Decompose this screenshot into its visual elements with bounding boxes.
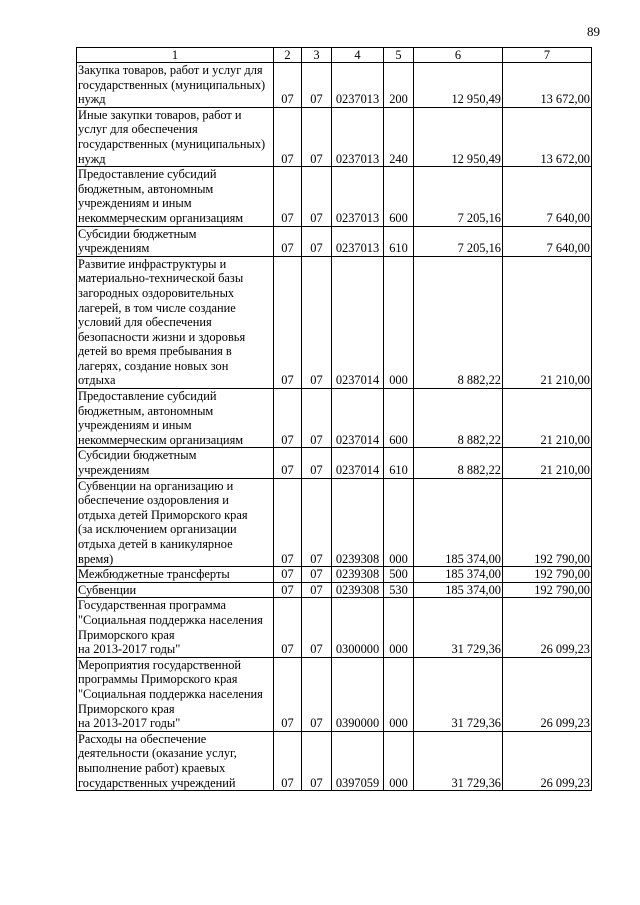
description-line: Предоставление субсидий — [78, 389, 217, 404]
expense-type-code: 000 — [384, 731, 414, 790]
table-row — [77, 167, 592, 226]
description-line: услуг для обеспечения — [78, 122, 198, 137]
budget-table — [76, 47, 592, 791]
description-line: Мероприятия государственной — [78, 657, 242, 672]
description-line: некоммерческим организациям — [78, 432, 244, 447]
amount-col6: 185 374,00 — [414, 582, 503, 598]
amount-col6: 31 729,36 — [414, 657, 503, 731]
row-description — [77, 598, 274, 657]
description-line: отдыха — [78, 373, 116, 388]
description-line: лагерей, в том числе создание — [78, 300, 236, 315]
row-description — [77, 448, 274, 478]
target-article-code: 0237014 — [332, 256, 384, 388]
target-article-code: 0390000 — [332, 657, 384, 731]
table-row — [77, 226, 592, 256]
table-row — [77, 448, 592, 478]
table-row — [77, 598, 592, 657]
description-line: нужд — [78, 92, 106, 107]
description-line: государственных учреждений — [78, 775, 236, 790]
description-line: (за исключением организации — [78, 522, 237, 537]
description-line: отдыха детей Приморского края — [78, 507, 248, 522]
description-line: Субсидии бюджетным — [78, 226, 197, 241]
column-header: 4 — [332, 48, 384, 63]
description-line: отдыха детей в каникулярное — [78, 537, 233, 551]
expense-type-code: 610 — [384, 226, 414, 256]
amount-col6: 7 205,16 — [414, 167, 503, 226]
subsection-code: 07 — [302, 567, 332, 583]
subsection-code: 07 — [302, 657, 332, 731]
target-article-code: 0239308 — [332, 567, 384, 583]
amount-col7: 13 672,00 — [503, 63, 592, 108]
expense-type-code: 000 — [384, 256, 414, 388]
amount-col6: 8 882,22 — [414, 389, 503, 448]
description-line: условий для обеспечения — [78, 315, 212, 330]
amount-col6: 31 729,36 — [414, 598, 503, 657]
row-description — [77, 256, 274, 388]
expense-type-code: 200 — [384, 63, 414, 108]
amount-col6: 7 205,16 — [414, 226, 503, 256]
section-code: 07 — [274, 657, 302, 731]
description-line: безопасности жизни и здоровья — [78, 329, 246, 344]
description-line: Приморского края — [78, 701, 175, 716]
subsection-code: 07 — [302, 167, 332, 226]
row-description — [77, 226, 274, 256]
table-body — [77, 63, 592, 791]
description-line: бюджетным, автономным — [78, 181, 214, 196]
amount-col7: 26 099,23 — [503, 731, 592, 790]
section-code: 07 — [274, 731, 302, 790]
expense-type-code: 600 — [384, 389, 414, 448]
subsection-code: 07 — [302, 478, 332, 567]
description-line: Предоставление субсидий — [78, 167, 217, 182]
description-line: учреждениям — [78, 463, 150, 478]
description-line: Субсидии бюджетным — [78, 448, 197, 463]
description-line: время) — [78, 551, 114, 566]
description-line: "Социальная поддержка населения — [78, 686, 263, 701]
amount-col6: 12 950,49 — [414, 63, 503, 108]
description-line: учреждениям и иным — [78, 196, 192, 211]
section-code: 07 — [274, 107, 302, 166]
table-row — [77, 731, 592, 790]
column-header: 3 — [302, 48, 332, 63]
expense-type-code: 610 — [384, 448, 414, 478]
amount-col7: 192 790,00 — [503, 567, 592, 583]
section-code: 07 — [274, 167, 302, 226]
description-line: государственных (муниципальных) — [78, 77, 266, 92]
column-header: 7 — [503, 48, 592, 63]
amount-col6: 8 882,22 — [414, 256, 503, 388]
section-code: 07 — [274, 389, 302, 448]
column-header: 2 — [274, 48, 302, 63]
description-line: "Социальная поддержка населения — [78, 612, 263, 627]
row-description — [77, 657, 274, 731]
target-article-code: 0237013 — [332, 167, 384, 226]
description-line: Закупка товаров, работ и услуг для — [78, 63, 263, 77]
amount-col7: 192 790,00 — [503, 478, 592, 567]
expense-type-code: 000 — [384, 657, 414, 731]
table-row — [77, 389, 592, 448]
target-article-code: 0300000 — [332, 598, 384, 657]
amount-col7: 13 672,00 — [503, 107, 592, 166]
amount-col6: 8 882,22 — [414, 448, 503, 478]
amount-col7: 7 640,00 — [503, 226, 592, 256]
amount-col7: 21 210,00 — [503, 256, 592, 388]
description-line: деятельности (оказание услуг, — [78, 746, 237, 761]
description-line: обеспечение оздоровления и — [78, 493, 229, 508]
section-code: 07 — [274, 226, 302, 256]
amount-col6: 185 374,00 — [414, 567, 503, 583]
subsection-code: 07 — [302, 256, 332, 388]
column-header: 1 — [77, 48, 274, 63]
expense-type-code: 500 — [384, 567, 414, 583]
description-line: материально-технической базы — [78, 271, 244, 286]
row-description — [77, 582, 274, 598]
section-code: 07 — [274, 478, 302, 567]
subsection-code: 07 — [302, 598, 332, 657]
section-code: 07 — [274, 63, 302, 108]
amount-col7: 7 640,00 — [503, 167, 592, 226]
description-line: Субвенции — [78, 582, 137, 597]
row-description — [77, 389, 274, 448]
row-description — [77, 731, 274, 790]
subsection-code: 07 — [302, 107, 332, 166]
table-row — [77, 567, 592, 583]
table-row — [77, 657, 592, 731]
expense-type-code: 530 — [384, 582, 414, 598]
description-line: Приморского края — [78, 627, 175, 642]
row-description — [77, 478, 274, 567]
subsection-code: 07 — [302, 731, 332, 790]
description-line: Государственная программа — [78, 598, 226, 613]
description-line: детей во время пребывания в — [78, 344, 232, 359]
description-line: на 2013-2017 годы" — [78, 716, 181, 731]
column-header: 6 — [414, 48, 503, 63]
table-row — [77, 63, 592, 108]
page-number: 89 — [587, 24, 600, 39]
description-line: лагерях, создание новых зон — [78, 358, 229, 373]
row-description — [77, 107, 274, 166]
description-line: нужд — [78, 151, 106, 166]
table-row — [77, 256, 592, 388]
target-article-code: 0237014 — [332, 389, 384, 448]
description-line: Иные закупки товаров, работ и — [78, 107, 242, 122]
target-article-code: 0237013 — [332, 226, 384, 256]
amount-col7: 21 210,00 — [503, 389, 592, 448]
description-line: Межбюджетные трансферты — [78, 567, 230, 582]
subsection-code: 07 — [302, 448, 332, 478]
subsection-code: 07 — [302, 389, 332, 448]
subsection-code: 07 — [302, 226, 332, 256]
section-code: 07 — [274, 567, 302, 583]
expense-type-code: 000 — [384, 598, 414, 657]
description-line: учреждениям — [78, 241, 150, 256]
description-line: Развитие инфраструктуры и — [78, 256, 227, 271]
section-code: 07 — [274, 256, 302, 388]
target-article-code: 0239308 — [332, 582, 384, 598]
description-line: на 2013-2017 годы" — [78, 642, 181, 657]
amount-col6: 12 950,49 — [414, 107, 503, 166]
table-row — [77, 478, 592, 567]
row-description — [77, 567, 274, 583]
row-description — [77, 167, 274, 226]
table-row — [77, 582, 592, 598]
header-row — [77, 48, 592, 63]
table-row — [77, 107, 592, 166]
subsection-code: 07 — [302, 63, 332, 108]
description-line: выполнение работ) краевых — [78, 760, 226, 775]
amount-col7: 26 099,23 — [503, 657, 592, 731]
expense-type-code: 240 — [384, 107, 414, 166]
target-article-code: 0397059 — [332, 731, 384, 790]
description-line: учреждениям и иным — [78, 418, 192, 433]
description-line: загородных оздоровительных — [78, 285, 235, 300]
description-line: некоммерческим организациям — [78, 210, 244, 225]
target-article-code: 0237013 — [332, 107, 384, 166]
amount-col6: 31 729,36 — [414, 731, 503, 790]
description-line: Субвенции на организацию и — [78, 478, 234, 493]
column-header: 5 — [384, 48, 414, 63]
row-description — [77, 63, 274, 108]
section-code: 07 — [274, 448, 302, 478]
amount-col7: 26 099,23 — [503, 598, 592, 657]
description-line: бюджетным, автономным — [78, 403, 214, 418]
expense-type-code: 600 — [384, 167, 414, 226]
description-line: Расходы на обеспечение — [78, 731, 207, 746]
section-code: 07 — [274, 582, 302, 598]
expense-type-code: 000 — [384, 478, 414, 567]
description-line: государственных (муниципальных) — [78, 136, 266, 151]
section-code: 07 — [274, 598, 302, 657]
target-article-code: 0237014 — [332, 448, 384, 478]
target-article-code: 0237013 — [332, 63, 384, 108]
amount-col6: 185 374,00 — [414, 478, 503, 567]
target-article-code: 0239308 — [332, 478, 384, 567]
description-line: программы Приморского края — [78, 672, 238, 687]
subsection-code: 07 — [302, 582, 332, 598]
amount-col7: 192 790,00 — [503, 582, 592, 598]
amount-col7: 21 210,00 — [503, 448, 592, 478]
